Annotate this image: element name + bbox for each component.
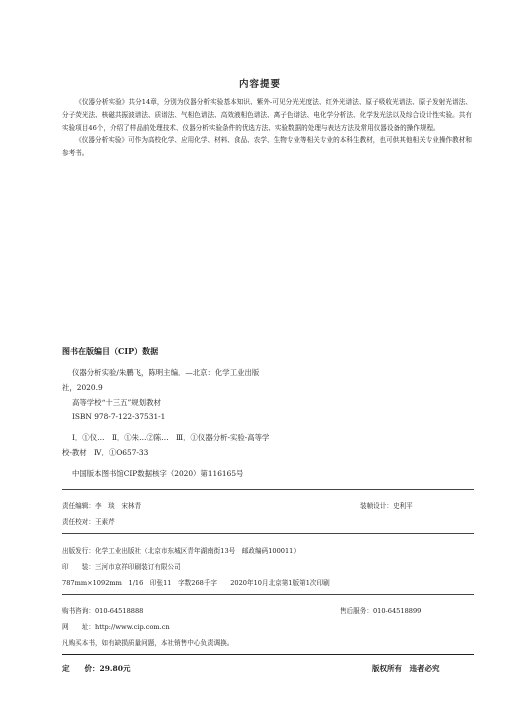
credit-design: 装帧设计：史利平 [360, 502, 413, 510]
summary-paragraph-2: 《仪器分析实验》可作为高校化学、应用化学、材料、食品、农学、生物专业等相关专业的本科生教材，也可供其他相关专业操作教材和参考书。 [62, 136, 472, 158]
cip-isbn: ISBN 978-7-122-37531-1 [72, 412, 166, 421]
printer-line: 印 装：三河市京祥印刷装订有限公司 [62, 563, 181, 571]
summary-paragraph-1: 《仪器分析实验》共分14章，分别为仪器分析实验基本知识、紫外-可见分光光度法、红外光谱法、原子吸收光谱法、原子发射光谱法、分子荧光法、核磁共振波谱法、质谱法、气相色谱法、高效液相色谱法、离子色谱法、电化学分析法、化学发光法以及综合设计性实验。共有实验项目46个，介绍了样品前处理技术、仪器分析实验条件的优选方法、实验数据的处理与表达方法及常用仪器设备的操作规程。 [62, 98, 472, 132]
cip-line-1: 仪器分析实验/朱鹏飞，陈明主编．—北京：化学工业出版 [72, 368, 260, 377]
service-hotline: 售后服务：010-64518899 [340, 607, 422, 615]
summary-body [62, 96, 472, 160]
cip-line-5: Ⅰ．①仪… Ⅱ．①朱…②陈… Ⅲ．①仪器分析-实验-高等学 [72, 433, 270, 442]
divider-3 [62, 594, 474, 595]
credit-editor: 责任编辑：李 琰 宋林青 [62, 502, 142, 510]
cip-heading: 图书在版编目（CIP）数据 [62, 346, 159, 356]
cip-record: 中国版本图书馆CIP数据核字（2020）第116165号 [72, 469, 244, 478]
rights-notice: 版权所有 违者必究 [372, 664, 440, 673]
price-label: 定 价：29.80元 [62, 664, 131, 673]
return-notice: 凡购买本书，如有缺损质量问题，本社销售中心负责调换。 [62, 639, 234, 647]
divider-2 [62, 533, 474, 534]
credit-proofread: 责任校对：王素芹 [62, 518, 115, 526]
divider-1 [62, 489, 474, 490]
purchase-hotline: 购书咨询：010-64518888 [62, 607, 144, 615]
cip-line-6: 校-教材 Ⅳ．①O657-33 [62, 448, 149, 457]
cip-line-3: 高等学校“十三五”规划教材 [72, 398, 161, 407]
specs-line: 787mm×1092mm 1/16 印张11 字数268千字 2020年10月北京第1版第1次印刷 [62, 579, 330, 587]
summary-title: 内容提要 [238, 79, 281, 90]
publisher-line: 出版发行：化学工业出版社（北京市东城区青年湖南街13号 邮政编码100011） [62, 547, 300, 555]
cip-line-2: 社，2020.9 [62, 383, 103, 392]
website-line: 网 址：http://www.cip.com.cn [62, 623, 170, 631]
divider-4 [62, 654, 474, 655]
